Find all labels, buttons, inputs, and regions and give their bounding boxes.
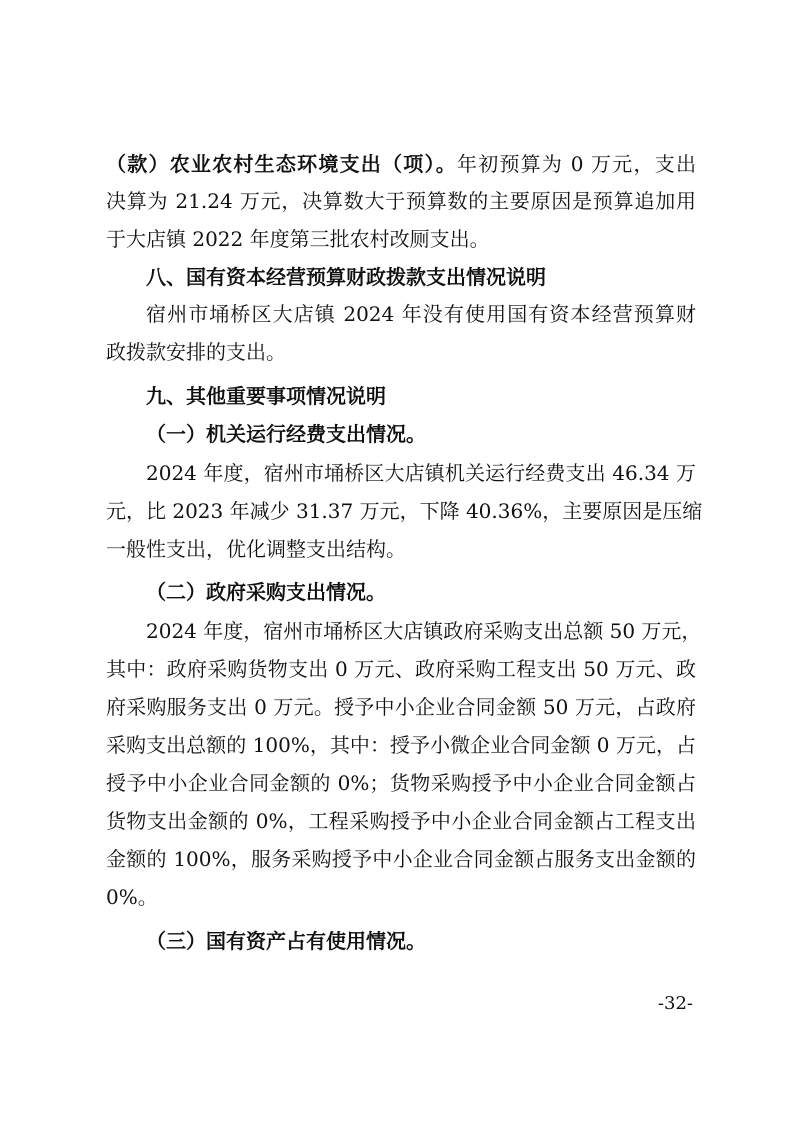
section-9-sub-2-line-4: 采购支出总额的 100%，其中：授予小微企业合同金额 0 万元，占	[106, 733, 696, 757]
section-9-sub-2-heading: （二）政府采购支出情况。	[146, 580, 386, 604]
paragraph-1-bold-lead: （款）农业农村生态环境支出（项）。	[106, 152, 457, 176]
paragraph-1-line-3: 于大店镇 2022 年度第三批农村改厕支出。	[106, 227, 490, 251]
section-9-sub-2-line-8: 0%。	[106, 885, 158, 909]
section-9-sub-2-line-6: 货物支出金额的 0%，工程采购授予中小企业合同金额占工程支出	[106, 809, 696, 833]
section-8-line-2: 政拨款安排的支出。	[106, 340, 286, 364]
section-8-line-1: 宿州市埇桥区大店镇 2024 年没有使用国有资本经营预算财	[146, 302, 696, 326]
paragraph-1-lead-rest: 年初预算为 0 万元，支出	[456, 152, 696, 176]
section-8-heading: 八、国有资本经营预算财政拨款支出情况说明	[146, 265, 546, 289]
page-number: -32-	[657, 993, 693, 1014]
section-9-sub-2-line-1: 2024 年度，宿州市埇桥区大店镇政府采购支出总额 50 万元，	[146, 619, 702, 643]
section-9-sub-2-line-5: 授予中小企业合同金额的 0%；货物采购授予中小企业合同金额占	[106, 771, 696, 795]
section-9-sub-2-line-2: 其中：政府采购货物支出 0 万元、政府采购工程支出 50 万元、政	[106, 657, 696, 681]
section-9-sub-1-line-3: 一般性支出，优化调整支出结构。	[106, 537, 406, 561]
paragraph-1-line-2: 决算为 21.24 万元，决算数大于预算数的主要原因是预算追加用	[106, 189, 696, 213]
section-9-sub-3-heading: （三）国有资产占有使用情况。	[146, 929, 426, 953]
section-9-sub-1-line-1: 2024 年度，宿州市埇桥区大店镇机关运行经费支出 46.34 万	[146, 461, 696, 485]
section-9-sub-1-line-2: 元，比 2023 年减少 31.37 万元，下降 40.36%，主要原因是压缩	[106, 499, 703, 523]
section-9-sub-2-line-3: 府采购服务支出 0 万元。授予中小企业合同金额 50 万元，占政府	[106, 695, 696, 719]
section-9-heading: 九、其他重要事项情况说明	[146, 384, 386, 408]
section-9-sub-1-heading: （一）机关运行经费支出情况。	[146, 422, 426, 446]
section-9-sub-2-line-7: 金额的 100%，服务采购授予中小企业合同金额占服务支出金额的	[106, 847, 696, 871]
paragraph-1-line-1	[106, 152, 696, 176]
